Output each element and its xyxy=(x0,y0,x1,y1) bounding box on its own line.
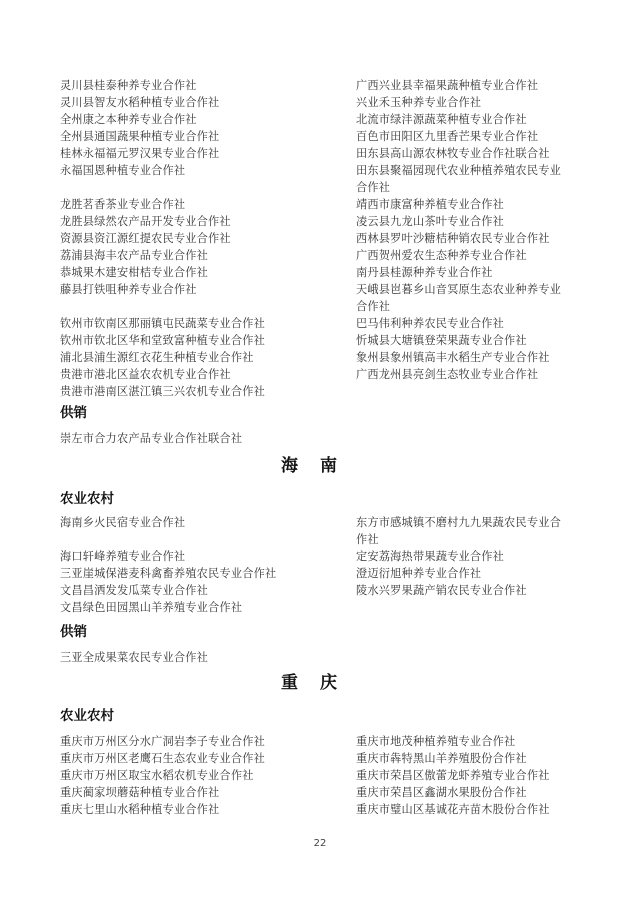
cooperative-name: 巴马伟利种养农民专业合作社 xyxy=(356,317,505,330)
cooperative-name: 灵川县桂泰种养专业合作社 xyxy=(60,79,197,92)
cooperative-name: 藤县打铁咀种养专业合作社 xyxy=(60,283,197,296)
cooperative-name: 龙胜县绿然农产品开发专业合作社 xyxy=(60,215,231,228)
cooperative-name-continued: 合作社 xyxy=(356,300,391,313)
cooperative-name: 重庆市万州区分水广洞岩李子专业合作社 xyxy=(60,735,265,748)
cooperative-name: 北流市绿沣源蔬菜种植专业合作社 xyxy=(356,113,527,126)
cooperative-name: 浦北县浦生源红衣花生种植专业合作社 xyxy=(60,351,254,364)
cooperative-name: 广西兴业县幸福果蔬种植专业合作社 xyxy=(356,79,539,92)
cooperative-name: 广西龙州县亮剑生态牧业专业合作社 xyxy=(356,368,539,381)
cooperative-name: 资源县资江源红提农民专业合作社 xyxy=(60,232,231,245)
cooperative-name: 重庆市犇特黑山羊养殖股份合作社 xyxy=(356,752,527,765)
cooperative-name: 贵港市港北区益农农机专业合作社 xyxy=(60,368,231,381)
cooperative-name: 重庆市荣昌区傲蕾龙虾养殖专业合作社 xyxy=(356,769,550,782)
cooperative-name: 龙胜茗香茶业专业合作社 xyxy=(60,198,186,211)
cooperative-name: 象州县象州镇高丰水稻生产专业合作社 xyxy=(356,351,550,364)
cooperative-name: 重庆蔺家坝蘑菇种植专业合作社 xyxy=(60,786,220,799)
category-heading-agriculture: 农业农村 xyxy=(60,491,114,507)
cooperative-name: 西林县罗叶沙糖桔种销农民专业合作社 xyxy=(356,232,550,245)
cooperative-name: 澄迈衍旭种养专业合作社 xyxy=(356,567,482,580)
cooperative-name-continued: 合作社 xyxy=(356,181,391,194)
cooperative-name: 重庆七里山水稻种植专业合作社 xyxy=(60,803,220,816)
cooperative-name: 桂林永福福元罗汉果专业合作社 xyxy=(60,147,220,160)
cooperative-name: 重庆市万州区老鹰石生态农业专业合作社 xyxy=(60,752,265,765)
cooperative-name: 钦州市钦北区华和堂致富种植专业合作社 xyxy=(60,334,265,347)
category-heading-agriculture: 农业农村 xyxy=(60,708,114,724)
cooperative-name: 靖西市康富种养植专业合作社 xyxy=(356,198,505,211)
category-heading-supply: 供销 xyxy=(60,624,87,640)
cooperative-name: 贵港市港南区湛江镇三兴农机专业合作社 xyxy=(60,385,265,398)
cooperative-name: 海南乡火民宿专业合作社 xyxy=(60,516,186,529)
cooperative-name: 南丹县桂源种养专业合作社 xyxy=(356,266,493,279)
cooperative-name: 永福国恩种植专业合作社 xyxy=(60,164,186,177)
page-number: 22 xyxy=(313,838,327,849)
cooperative-name: 重庆市地茂种植养殖专业合作社 xyxy=(356,735,516,748)
cooperative-name: 三亚崖城保港麦科禽畜养殖农民专业合作社 xyxy=(60,567,277,580)
cooperative-name: 钦州市钦南区那丽镇屯民蔬菜专业合作社 xyxy=(60,317,265,330)
cooperative-name-continued: 作社 xyxy=(356,533,379,546)
cooperative-name: 田东县聚福园现代农业种植养殖农民专业 xyxy=(356,164,561,177)
cooperative-name: 重庆市璧山区基诚花卉苗木股份合作社 xyxy=(356,803,550,816)
cooperative-name: 崇左市合力农产品专业合作社联合社 xyxy=(60,432,243,445)
cooperative-name: 全州康之本种养专业合作社 xyxy=(60,113,197,126)
cooperative-name: 天峨县岜暮乡山音冥原生态农业种养专业 xyxy=(356,283,561,296)
region-title-hainan: 海南 xyxy=(281,456,359,476)
cooperative-name: 东方市感城镇不磨村九九果蔬农民专业合 xyxy=(356,516,561,529)
cooperative-name: 海口轩峰养殖专业合作社 xyxy=(60,550,186,563)
cooperative-name: 文昌昌洒发发瓜菜专业合作社 xyxy=(60,584,209,597)
cooperative-name: 灵川县智友水稻种植专业合作社 xyxy=(60,96,220,109)
cooperative-name: 广西贺州爱农生态种养专业合作社 xyxy=(356,249,527,262)
cooperative-name: 文昌绿色田园黑山羊养殖专业合作社 xyxy=(60,601,243,614)
region-title-chongqing: 重庆 xyxy=(281,673,359,693)
cooperative-name: 定安荔海热带果蔬专业合作社 xyxy=(356,550,505,563)
cooperative-name: 荔浦县海丰农产品专业合作社 xyxy=(60,249,209,262)
cooperative-name: 全州县通国蔬果种植专业合作社 xyxy=(60,130,220,143)
cooperative-name: 三亚全成果菜农民专业合作社 xyxy=(60,651,209,664)
cooperative-name: 重庆市万州区取宝水稻农机专业合作社 xyxy=(60,769,254,782)
category-heading-supply: 供销 xyxy=(60,405,87,421)
cooperative-name: 凌云县九龙山茶叶专业合作社 xyxy=(356,215,505,228)
cooperative-name: 重庆市荣昌区鑫湖水果股份合作社 xyxy=(356,786,527,799)
cooperative-name: 忻城县大塘镇登荣果蔬专业合作社 xyxy=(356,334,527,347)
cooperative-name: 田东县高山源农林牧专业合作社联合社 xyxy=(356,147,550,160)
cooperative-name: 恭城果木建安柑桔专业合作社 xyxy=(60,266,209,279)
cooperative-name: 陵水兴罗果蔬产销农民专业合作社 xyxy=(356,584,527,597)
cooperative-name: 兴业禾玉种养专业合作社 xyxy=(356,96,482,109)
cooperative-name: 百色市田阳区九里香芒果专业合作社 xyxy=(356,130,539,143)
